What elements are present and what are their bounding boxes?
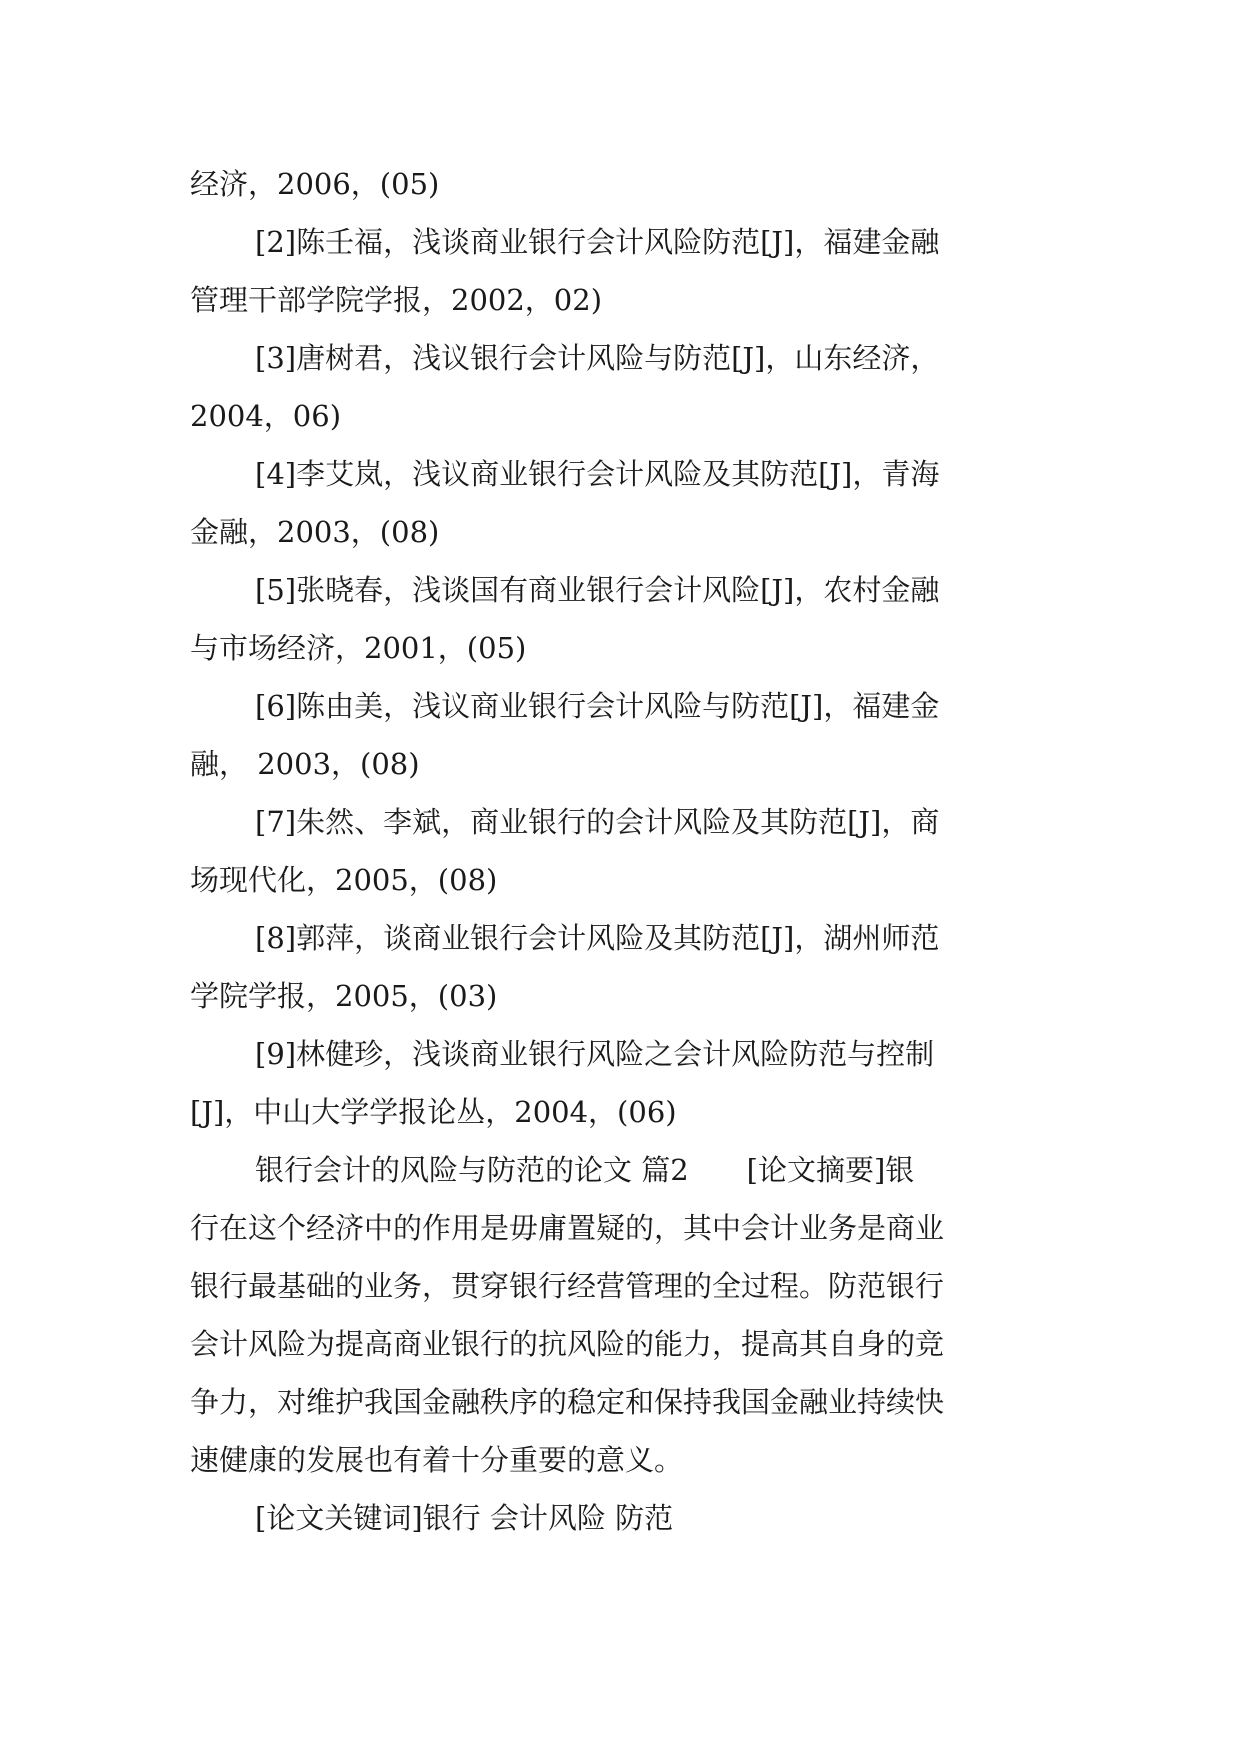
text-line: 管理干部学院学报，2002，02): [190, 283, 603, 317]
text-line: 银行最基础的业务，贯穿银行经营管理的全过程。防范银行: [190, 1269, 945, 1303]
text-line: 2004，06): [190, 399, 342, 433]
reference-item: [6]陈由美，浅议商业银行会计风险与防范[J]，福建金: [255, 689, 940, 723]
text-line: 融， 2003，(08): [190, 747, 420, 781]
text-line: [J]，中山大学学报论丛，2004，(06): [190, 1095, 677, 1129]
keywords-line: [论文关键词]银行 会计风险 防范: [255, 1501, 674, 1535]
text-line: 经济，2006，(05): [190, 167, 440, 201]
text-line: 场现代化，2005，(08): [190, 863, 498, 897]
reference-item: [5]张晓春，浅谈国有商业银行会计风险[J]，农村金融: [255, 573, 940, 607]
reference-item: [4]李艾岚，浅议商业银行会计风险及其防范[J]，青海: [255, 457, 940, 491]
reference-item: [2]陈壬福，浅谈商业银行会计风险防范[J]，福建金融: [255, 225, 940, 259]
reference-item: [9]林健珍，浅谈商业银行风险之会计风险防范与控制: [255, 1037, 935, 1071]
reference-item: [3]唐树君，浅议银行会计风险与防范[J]，山东经济，: [255, 341, 940, 375]
text-line: 争力，对维护我国金融秩序的稳定和保持我国金融业持续快: [190, 1385, 945, 1419]
section-heading: 银行会计的风险与防范的论文 篇2 [论文摘要]银: [255, 1153, 915, 1187]
text-line: 会计风险为提高商业银行的抗风险的能力，提高其自身的竞: [190, 1327, 945, 1361]
text-line: 学院学报，2005，(03): [190, 979, 498, 1013]
text-line: 与市场经济，2001，(05): [190, 631, 527, 665]
reference-item: [8]郭萍，谈商业银行会计风险及其防范[J]，湖州师范: [255, 921, 940, 955]
reference-item: [7]朱然、李斌，商业银行的会计风险及其防范[J]，商: [255, 805, 940, 839]
text-line: 金融，2003，(08): [190, 515, 440, 549]
text-line: 速健康的发展也有着十分重要的意义。: [190, 1443, 684, 1477]
text-line: 行在这个经济中的作用是毋庸置疑的，其中会计业务是商业: [190, 1211, 945, 1245]
